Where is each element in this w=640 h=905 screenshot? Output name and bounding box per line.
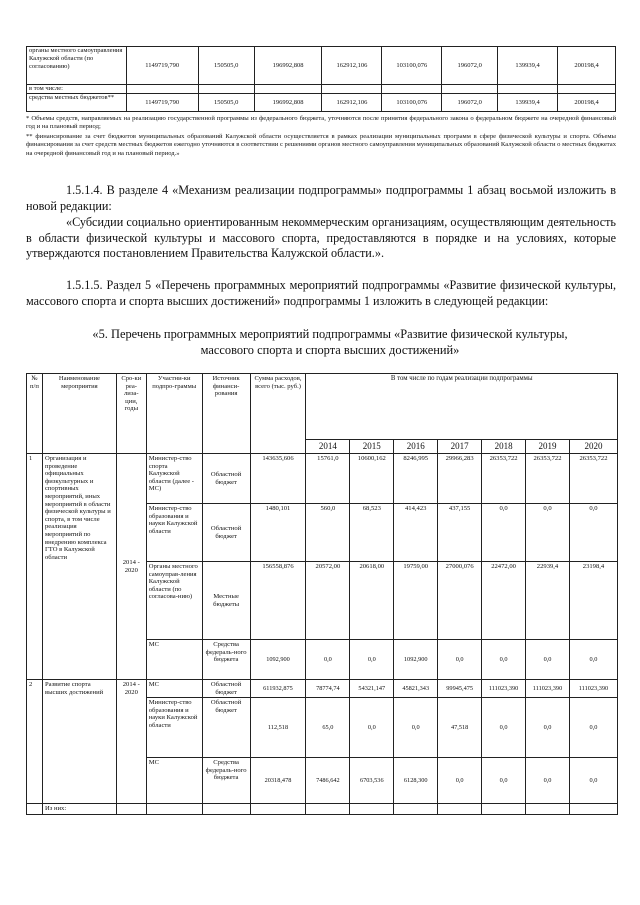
- source-cell: Областной бюджет: [202, 504, 250, 562]
- header-sum: Сумма расходов, всего (тыс. руб.): [250, 374, 306, 454]
- year-header: 2015: [350, 440, 394, 454]
- year-header: 2019: [526, 440, 570, 454]
- table-cell: 0,0: [350, 640, 394, 680]
- year-header: 2018: [482, 440, 526, 454]
- table-cell: 139939,4: [498, 94, 558, 112]
- table-cell: 7486,642: [306, 758, 350, 804]
- total-cell: 156558,876: [250, 562, 306, 640]
- total-cell: 611932,875: [250, 680, 306, 698]
- table-cell: 162912,106: [322, 47, 382, 85]
- source-cell: Областной бюджет: [202, 698, 250, 758]
- table-cell: 162912,106: [322, 94, 382, 112]
- total-cell: 1480,101: [250, 504, 306, 562]
- item-num: 1: [27, 454, 43, 680]
- table-cell: 111023,390: [482, 680, 526, 698]
- table-cell: 560,0: [306, 504, 350, 562]
- table-cell: 47,518: [438, 698, 482, 758]
- table-cell: 29966,283: [438, 454, 482, 504]
- table-cell: 414,423: [394, 504, 438, 562]
- participant-cell: Министер-ство спорта Калужской области (далее - МС): [146, 454, 202, 504]
- paragraph-subsidies: «Субсидии социально ориентированным некоммерческим организациям, осуществляющим деятельность в области физической культуры и массового спорта, предоставляются в порядке и на условиях, которые утверждаются постановлением Правительства Калужской области.».: [26, 215, 616, 260]
- total-cell: 1092,900: [250, 640, 306, 680]
- table-cell: 196992,808: [254, 94, 322, 112]
- participant-cell: Министер-ство образования и науки Калужской области: [146, 504, 202, 562]
- table-cell: 0,0: [350, 698, 394, 758]
- table-cell: 0,0: [569, 698, 617, 758]
- table-row: [27, 804, 618, 815]
- table-cell: 0,0: [306, 640, 350, 680]
- header-term: Сро-ки реа-лиза-ции, годы: [116, 374, 146, 454]
- table-cell: 0,0: [526, 758, 570, 804]
- source-cell: Местные бюджеты: [202, 562, 250, 640]
- row-label: средства местных бюджетов**: [27, 94, 127, 112]
- top-finance-table: [26, 46, 616, 112]
- table-cell: 27000,076: [438, 562, 482, 640]
- table-cell: 103100,076: [382, 94, 442, 112]
- table-cell: 19759,00: [394, 562, 438, 640]
- item-term: 2014 - 2020: [116, 454, 146, 680]
- footnote-2: ** финансирование за счет бюджетов муниципальных образований Калужской области осуществляется в рамках реализации муниципальных программ в сфере физической культуры и спорта. Объемы финансирования за счет средств местных бюджетов ежегодно уточняются в соответствии с решениями органов местного самоуправления муниципальных образований Калужской области о местных бюджетах на очередной финансовый год и на плановый период.»: [26, 133, 616, 157]
- table-cell: 1149719,790: [126, 47, 198, 85]
- participant-cell: Министер-ство образования и науки Калужской области: [146, 698, 202, 758]
- table-row: [27, 680, 618, 698]
- table-cell: 0,0: [569, 758, 617, 804]
- table-cell: 45821,343: [394, 680, 438, 698]
- source-cell: Областной бюджет: [202, 454, 250, 504]
- table-cell: 6128,300: [394, 758, 438, 804]
- row-label: органы местного самоуправления Калужской области (по согласованию): [27, 47, 127, 85]
- header-row: [27, 374, 618, 440]
- total-cell: 143635,606: [250, 454, 306, 504]
- table-cell: 54321,147: [350, 680, 394, 698]
- table-cell: 26353,722: [526, 454, 570, 504]
- paragraph-1515: 1.5.1.5. Раздел 5 «Перечень программных мероприятий подпрограммы «Развитие физической культуры, массового спорта и спорта высших достижений» подпрограммы 1 изложить в следующей редакции:: [26, 278, 616, 308]
- table-cell: 0,0: [482, 504, 526, 562]
- program-activities-table: [26, 373, 618, 815]
- source-cell: Средства федераль-ного бюджета: [202, 758, 250, 804]
- table-cell: 196992,808: [254, 47, 322, 85]
- table-cell: 200198,4: [558, 94, 616, 112]
- table-cell: 6703,536: [350, 758, 394, 804]
- table-cell: 65,0: [306, 698, 350, 758]
- table-cell: 20618,00: [350, 562, 394, 640]
- source-cell: Средства федераль-ного бюджета: [202, 640, 250, 680]
- year-header: 2016: [394, 440, 438, 454]
- table-row: [27, 454, 618, 504]
- footnote-1: * Объемы средств, направляемых на реализацию государственной программы из федерального бюджета, уточняются после принятия федерального закона о федеральном бюджете на очередной финансовый год и на плановый период;: [26, 115, 616, 131]
- table-cell: 68,523: [350, 504, 394, 562]
- table-cell: 0,0: [569, 504, 617, 562]
- year-header: 2020: [569, 440, 617, 454]
- table-cell: 1092,900: [394, 640, 438, 680]
- footer-label: Из них:: [42, 804, 116, 815]
- table-cell: 0,0: [526, 640, 570, 680]
- table-cell: 111023,390: [526, 680, 570, 698]
- table-cell: 0,0: [526, 698, 570, 758]
- participant-cell: МС: [146, 640, 202, 680]
- table-cell: 196072,0: [442, 47, 498, 85]
- table-cell: 437,155: [438, 504, 482, 562]
- item-num: 2: [27, 680, 43, 804]
- header-num: № п/п: [27, 374, 43, 454]
- table-cell: 150505,0: [198, 47, 254, 85]
- table-cell: 1149719,790: [126, 94, 198, 112]
- table-cell: 139939,4: [498, 47, 558, 85]
- year-header: 2017: [438, 440, 482, 454]
- table-cell: 150505,0: [198, 94, 254, 112]
- table-cell: 15761,0: [306, 454, 350, 504]
- table-cell: 200198,4: [558, 47, 616, 85]
- participant-cell: МС: [146, 758, 202, 804]
- table-cell: 23198,4: [569, 562, 617, 640]
- source-cell: Областной бюджет: [202, 680, 250, 698]
- table-cell: 0,0: [482, 698, 526, 758]
- year-header: 2014: [306, 440, 350, 454]
- header-by-year: В том числе по годам реализации подпрограммы: [306, 374, 618, 440]
- table-cell: 26353,722: [569, 454, 617, 504]
- section-heading: «5. Перечень программных мероприятий подпрограммы «Развитие физической культуры, массового спорта и спорта высших достижений»: [92, 327, 568, 357]
- header-name: Наименование мероприятия: [42, 374, 116, 454]
- table-cell: 8246,995: [394, 454, 438, 504]
- table-cell: 10600,162: [350, 454, 394, 504]
- table-cell: 111023,390: [569, 680, 617, 698]
- table-cell: 22939,4: [526, 562, 570, 640]
- table-cell: 103100,076: [382, 47, 442, 85]
- table-cell: 0,0: [569, 640, 617, 680]
- table-cell: 196072,0: [442, 94, 498, 112]
- table-cell: 26353,722: [482, 454, 526, 504]
- table-cell: 20572,00: [306, 562, 350, 640]
- participant-cell: Органы местного самоуправ-ления Калужской области (по согласова-нию): [146, 562, 202, 640]
- row-label: в том числе:: [27, 85, 127, 94]
- header-source: Источник финанси-рования: [202, 374, 250, 454]
- paragraph-1514: 1.5.1.4. В разделе 4 «Механизм реализации подпрограммы» подпрограммы 1 абзац восьмой изложить в новой редакции:: [26, 183, 616, 213]
- table-cell: 0,0: [482, 640, 526, 680]
- table-cell: 0,0: [526, 504, 570, 562]
- item-name: Развитие спорта высших достижений: [42, 680, 116, 804]
- table-cell: 99945,475: [438, 680, 482, 698]
- item-name: Организация и проведение официальных физкультурных и спортивных мероприятий, иных мероприятий в области физической культуры и спорта, в том числе реализация мероприятий по внедрению комплекса ГТО в Калужской области: [42, 454, 116, 680]
- table-cell: 0,0: [482, 758, 526, 804]
- table-row: [27, 85, 616, 94]
- table-cell: 0,0: [394, 698, 438, 758]
- table-cell: 0,0: [438, 640, 482, 680]
- table-cell: 78774,74: [306, 680, 350, 698]
- total-cell: 112,518: [250, 698, 306, 758]
- participant-cell: МС: [146, 680, 202, 698]
- table-cell: 22472,00: [482, 562, 526, 640]
- table-cell: 0,0: [438, 758, 482, 804]
- header-participants: Участни-ки подпро-граммы: [146, 374, 202, 454]
- total-cell: 20318,478: [250, 758, 306, 804]
- item-term: 2014 - 2020: [116, 680, 146, 804]
- table-row: [27, 47, 616, 85]
- table-row: [27, 94, 616, 112]
